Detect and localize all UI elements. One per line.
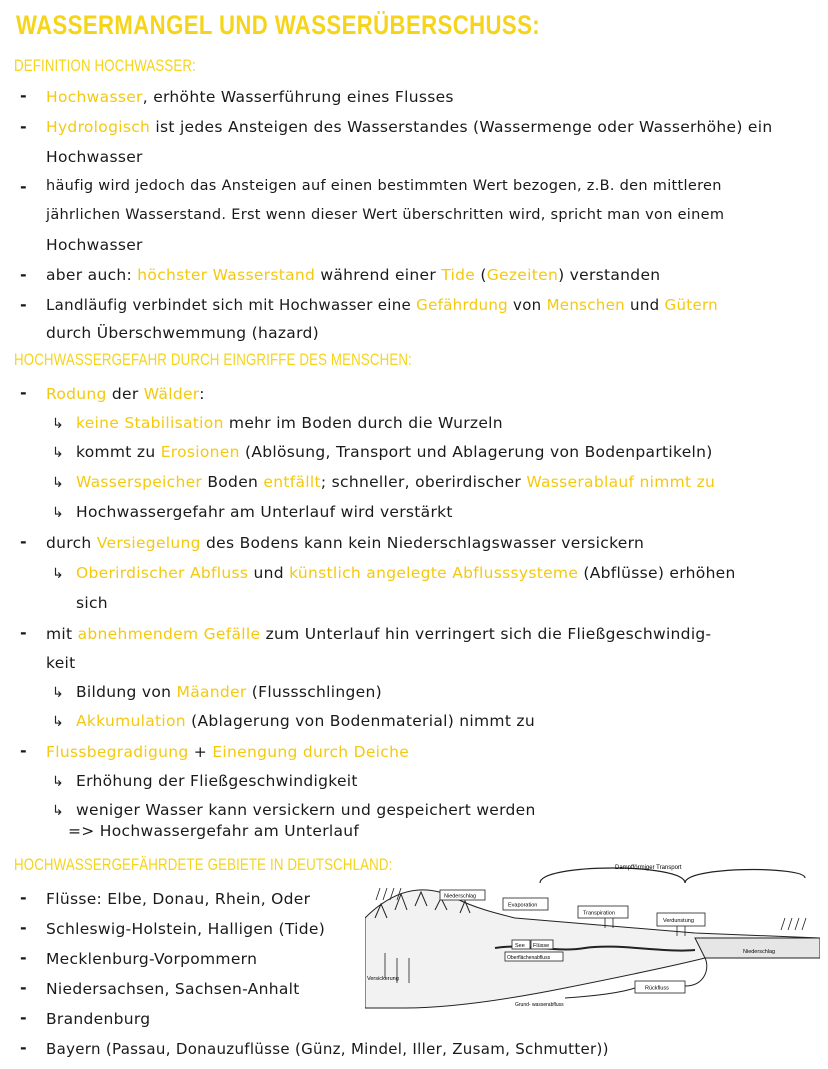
highlight-term: Hochwasser	[46, 88, 143, 106]
text-line: durch Überschwemmung (hazard)	[46, 324, 319, 342]
bullet-dash: -	[20, 888, 27, 907]
section-heading-human: HOCHWASSERGEFAHR DURCH EINGRIFFE DES MENSCHEN:	[14, 350, 412, 369]
region-item: Mecklenburg-Vorpommern	[46, 950, 258, 968]
region-item: Schleswig-Holstein, Halligen (Tide)	[46, 920, 326, 938]
highlight-term: Flussbegradigung	[46, 743, 189, 761]
bullet-dash: -	[20, 741, 27, 760]
label-evaporation: Evaporation	[508, 902, 538, 909]
arrow-icon: ↳	[52, 566, 65, 582]
arrow-icon: ↳	[52, 505, 65, 521]
bullet-dash: -	[20, 623, 27, 642]
bullet-dash: -	[20, 948, 27, 967]
highlight-term: Akkumulation	[76, 712, 186, 730]
arrow-icon: ↳	[52, 714, 65, 730]
text-line: durch Versiegelung des Bodens kann kein Niederschlagswasser versickern	[46, 534, 645, 552]
highlight-term: Mäander	[176, 683, 247, 701]
text-line: ↳ Wasserspeicher Boden entfällt; schneller, oberirdischer Wasserablauf nimmt zu	[52, 473, 716, 491]
text-line: ↳ kommt zu Erosionen (Ablösung, Transport und Ablagerung von Bodenpartikeln)	[52, 443, 713, 461]
text-line: Hydrologisch ist jedes Ansteigen des Wasserstandes (Wassermenge oder Wasserhöhe) ein	[46, 118, 773, 136]
label-verdunstung: Verdunstung	[663, 918, 694, 924]
label-see: See	[515, 943, 525, 949]
sea-shape	[695, 938, 820, 958]
region-item: Niedersachsen, Sachsen-Anhalt	[46, 980, 300, 998]
highlight-term: Rodung	[46, 385, 107, 403]
highlight-term: entfällt	[263, 473, 321, 491]
bullet-dash: -	[20, 117, 27, 136]
arrow-icon: ↳	[52, 416, 65, 432]
bullet-dash: -	[20, 1038, 27, 1057]
arrow-icon: ↳	[52, 475, 65, 491]
label-oberflaeche: Oberflächenabfluss	[507, 955, 551, 961]
region-item: Bayern (Passau, Donauzuflüsse (Günz, Mindel, Iller, Zusam, Schmutter))	[46, 1040, 609, 1058]
text-line: ↳ Hochwassergefahr am Unterlauf wird verstärkt	[52, 503, 453, 521]
text-line: Landläufig verbindet sich mit Hochwasser eine Gefährdung von Menschen und Gütern	[46, 296, 718, 314]
text-line: ↳ Erhöhung der Fließgeschwindigkeit	[52, 772, 358, 790]
region-item: Brandenburg	[46, 1010, 151, 1028]
highlight-term: Wasserablauf nimmt zu	[526, 473, 716, 491]
highlight-term: Menschen	[546, 296, 625, 314]
highlight-term: höchster Wasserstand	[137, 266, 316, 284]
highlight-term: Gütern	[664, 296, 718, 314]
highlight-term: Oberirdischer Abfluss	[76, 564, 249, 582]
bullet-dash: -	[20, 177, 27, 196]
label-transpiration: Transpiration	[583, 910, 615, 917]
text-line: Hochwasser	[46, 148, 143, 166]
label-fluss: Flüsse	[533, 943, 550, 949]
text-line: ↳ Bildung von Mäander (Flussschlingen)	[52, 683, 382, 701]
text-line: ↳ Akkumulation (Ablagerung von Bodenmaterial) nimmt zu	[52, 712, 535, 730]
bullet-dash: -	[20, 978, 27, 997]
highlight-term: Wasserspeicher	[76, 473, 203, 491]
bullet-dash: -	[20, 295, 27, 314]
groundwater-arrow	[565, 988, 635, 998]
highlight-term: Einengung durch Deiche	[212, 743, 410, 761]
text-line: Hochwasser	[46, 236, 143, 254]
highlight-term: abnehmendem Gefälle	[77, 625, 261, 643]
arrow-icon: ↳	[52, 685, 65, 701]
text-line: ↳ Oberirdischer Abfluss und künstlich angelegte Abflusssysteme (Abflüsse) erhöhen	[52, 564, 736, 582]
page-title: WASSERMANGEL UND WASSERÜBERSCHUSS:	[16, 10, 541, 40]
section-heading-regions: HOCHWASSERGEFÄHRDETE GEBIETE IN DEUTSCHLAND:	[14, 855, 393, 874]
text-line: ↳ keine Stabilisation mehr im Boden durch die Wurzeln	[52, 414, 503, 432]
highlight-term: Tide	[441, 266, 476, 284]
bullet-dash: -	[20, 1008, 27, 1027]
text-line: Hochwasser, erhöhte Wasserführung eines Flusses	[46, 88, 454, 106]
highlight-term: künstlich angelegte Abflusssysteme	[289, 564, 579, 582]
label-vapor: Dampfförmiger Transport	[615, 865, 682, 871]
bullet-dash: -	[20, 383, 27, 402]
text-line: aber auch: höchster Wasserstand während einer Tide (Gezeiten) verstanden	[46, 266, 661, 284]
bullet-dash: -	[20, 918, 27, 937]
text-line: jährlichen Wasserstand. Erst wenn dieser Wert überschritten wird, spricht man von einem	[46, 207, 725, 223]
bullet-dash: -	[20, 86, 27, 105]
text-line: mit abnehmendem Gefälle zum Unterlauf hin verringert sich die Fließgeschwindig-	[46, 625, 712, 643]
highlight-term: keine Stabilisation	[76, 414, 224, 432]
section-heading-definition: DEFINITION HOCHWASSER:	[14, 56, 196, 75]
text-line: Rodung der Wälder:	[46, 385, 205, 403]
rain-lines	[376, 888, 401, 900]
bullet-dash: -	[20, 265, 27, 284]
label-niederschlag: Niederschlag	[444, 893, 477, 900]
highlight-term: Hydrologisch	[46, 118, 151, 136]
text-line: => Hochwassergefahr am Unterlauf	[68, 822, 360, 840]
bullet-dash: -	[20, 532, 27, 551]
highlight-term: Gezeiten	[486, 266, 559, 284]
text-line: sich	[76, 594, 108, 612]
label-niederschlag-right: Niederschlag	[743, 949, 776, 955]
rain-lines	[781, 918, 806, 930]
text-line: Flussbegradigung + Einengung durch Deiche	[46, 743, 410, 761]
vapor-arc	[685, 870, 805, 883]
label-rueckfluss: Rückfluss	[645, 985, 669, 992]
text-line: ↳ weniger Wasser kann versickern und gespeichert werden	[52, 801, 536, 819]
highlight-term: Erosionen	[160, 443, 240, 461]
label-grundwasser: Grund- wasserabfluss	[515, 1002, 564, 1008]
highlight-term: Wälder	[143, 385, 200, 403]
text-line: häufig wird jedoch das Ansteigen auf einen bestimmten Wert bezogen, z.B. den mittleren	[46, 178, 722, 194]
text-line: keit	[46, 654, 76, 672]
arrow-icon: ↳	[52, 445, 65, 461]
arrow-icon: ↳	[52, 774, 65, 790]
water-cycle-diagram	[365, 858, 820, 1018]
highlight-term: Versiegelung	[96, 534, 201, 552]
arrow-icon: ↳	[52, 803, 65, 819]
label-versickerung: Versickerung	[367, 976, 399, 982]
highlight-term: Gefährdung	[416, 296, 508, 314]
region-item: Flüsse: Elbe, Donau, Rhein, Oder	[46, 890, 311, 908]
